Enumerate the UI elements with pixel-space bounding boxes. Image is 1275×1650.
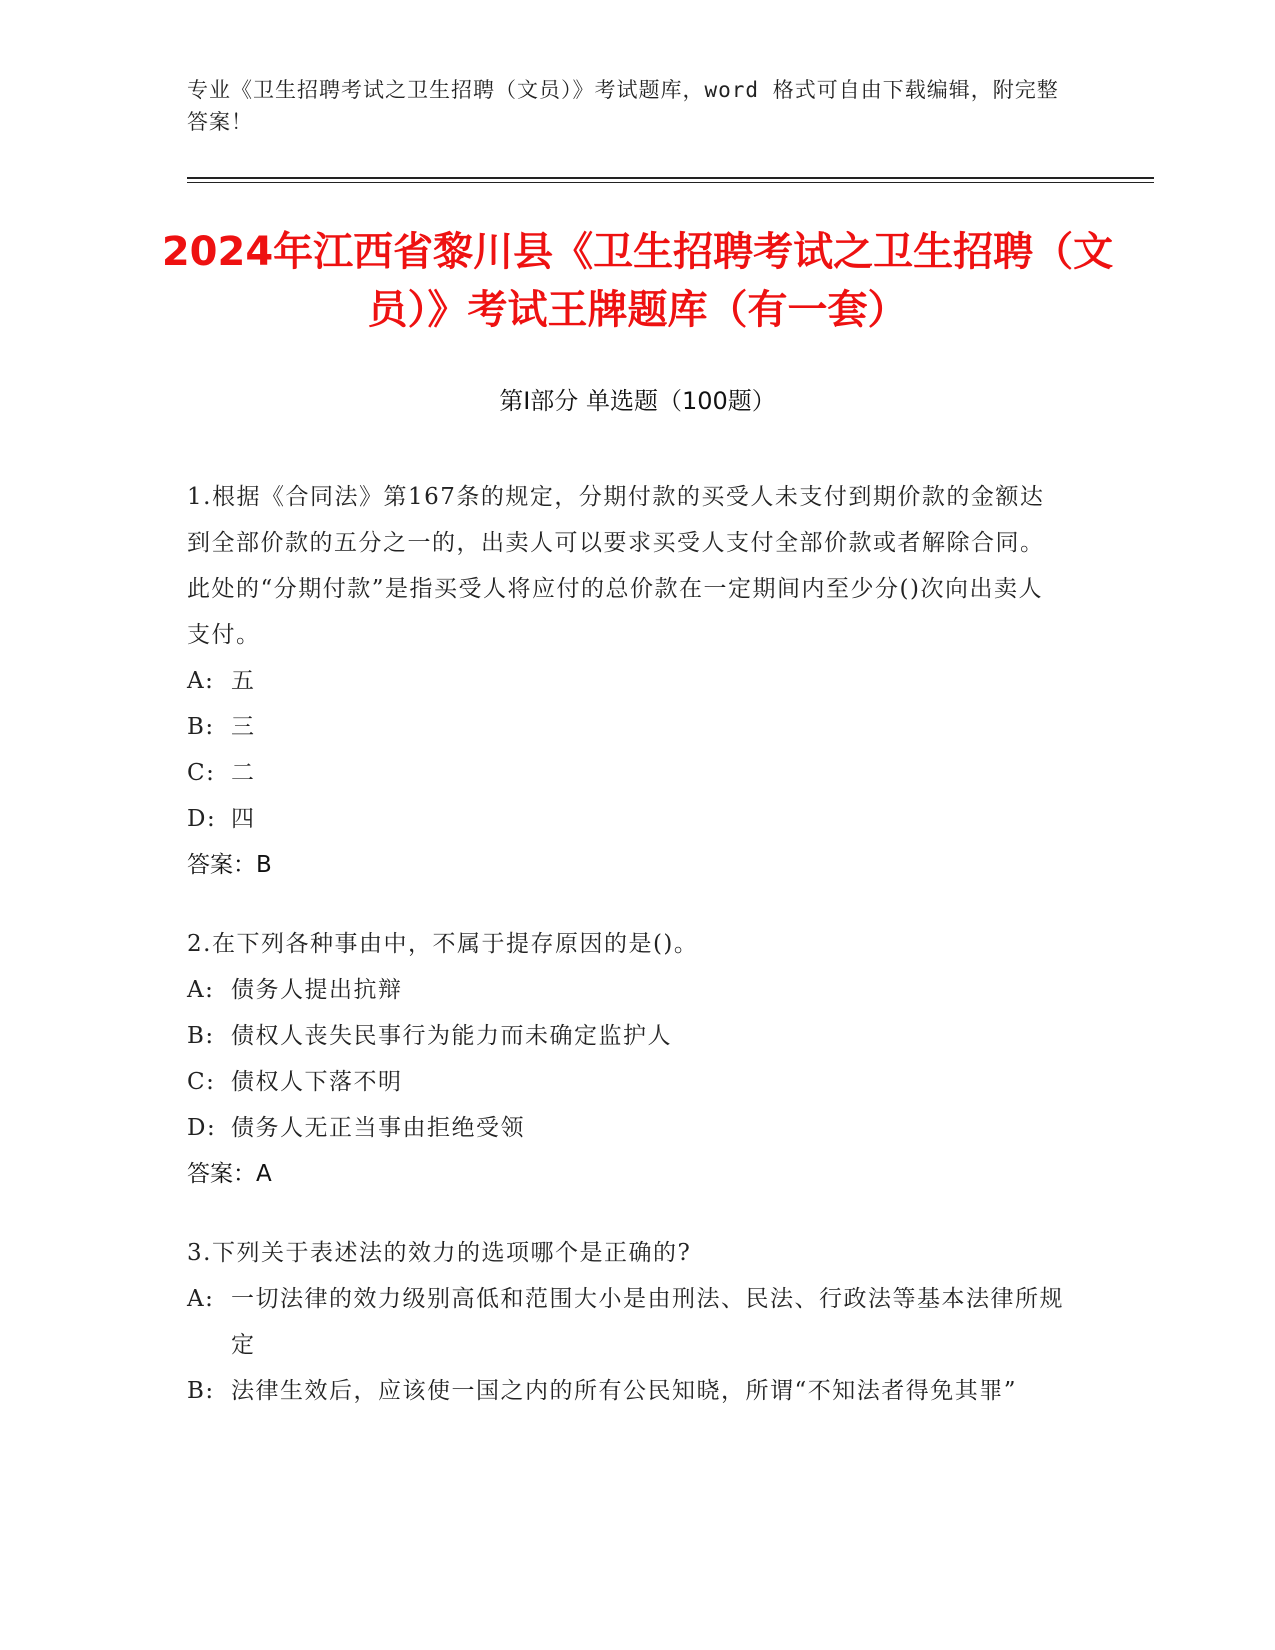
option-text: 法律生效后，应该使一国之内的所有公民知晓，所谓“不知法者得免其罪” — [231, 1378, 1018, 1404]
option-d — [187, 1105, 1067, 1151]
option-text: 债务人提出抗辩 — [231, 977, 403, 1003]
option-letter: D: — [187, 806, 217, 832]
question-list — [187, 474, 1067, 1447]
option-a — [187, 658, 1067, 704]
option-letter: A: — [187, 1286, 215, 1312]
option-a — [187, 1276, 1067, 1368]
option-b — [187, 1013, 1067, 1059]
question-stem: 1.根据《合同法》第167条的规定，分期付款的买受人未支付到期价款的金额达到全部价款的五分之一的，出卖人可以要求买受人支付全部价款或者解除合同。此处的“分期付款”是指买受人将应付的总价款在一定期间内至少分()次向出卖人支付。 — [187, 484, 1045, 648]
option-text: 四 — [231, 806, 256, 832]
option-d — [187, 796, 1067, 842]
document-title: 2024年江西省黎川县《卫生招聘考试之卫生招聘（文员）》考试王牌题库（有一套） — [161, 229, 1114, 333]
question-1 — [187, 474, 1067, 888]
question-stem: 2.在下列各种事由中，不属于提存原因的是()。 — [187, 931, 699, 957]
header-rule-thin — [187, 182, 1154, 183]
option-letter: B: — [187, 714, 215, 740]
answer-line: 答案：B — [187, 852, 272, 878]
option-text: 债权人丧失民事行为能力而未确定监护人 — [231, 1023, 672, 1049]
option-text: 债权人下落不明 — [231, 1069, 403, 1095]
option-b — [187, 1368, 1067, 1414]
option-c — [187, 750, 1067, 796]
option-c — [187, 1059, 1067, 1105]
header-rule-thick — [187, 177, 1154, 179]
option-text: 一切法律的效力级别高低和范围大小是由刑法、民法、行政法等基本法律所规定 — [231, 1286, 1064, 1358]
option-b — [187, 704, 1067, 750]
question-2 — [187, 921, 1067, 1197]
option-letter: A: — [187, 977, 215, 1003]
option-letter: A: — [187, 668, 215, 694]
option-letter: C: — [187, 760, 216, 786]
option-letter: D: — [187, 1115, 217, 1141]
option-text: 债务人无正当事由拒绝受领 — [231, 1115, 525, 1141]
option-text: 三 — [231, 714, 256, 740]
option-text: 二 — [231, 760, 256, 786]
question-stem: 3.下列关于表述法的效力的选项哪个是正确的? — [187, 1240, 692, 1266]
header-note: 专业《卫生招聘考试之卫生招聘（文员）》考试题库，word 格式可自由下载编辑，附完整答案！ — [187, 78, 1059, 134]
answer-line: 答案：A — [187, 1161, 272, 1187]
question-3 — [187, 1230, 1067, 1414]
option-letter: C: — [187, 1069, 216, 1095]
option-letter: B: — [187, 1378, 215, 1404]
section-title: 第Ⅰ部分 单选题（100题） — [499, 387, 776, 415]
option-letter: B: — [187, 1023, 215, 1049]
option-text: 五 — [231, 668, 256, 694]
option-a — [187, 967, 1067, 1013]
